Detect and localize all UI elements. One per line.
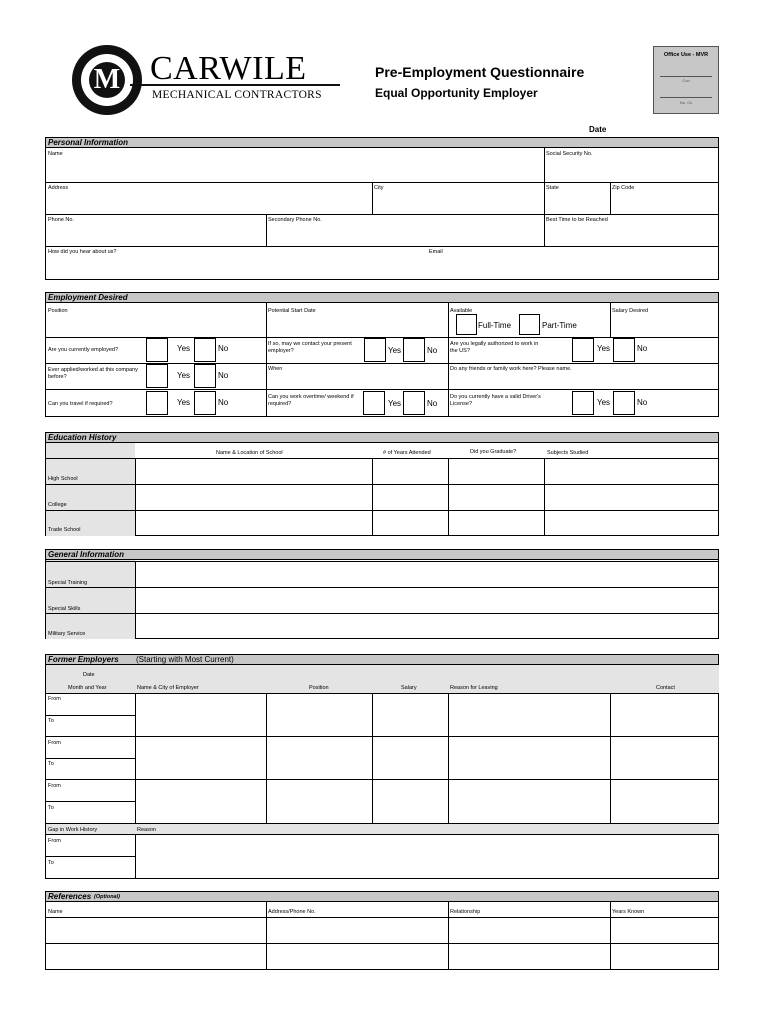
yes-label: Yes — [177, 344, 191, 353]
best-time-field[interactable]: Best Time to be Reached — [546, 217, 608, 223]
no-label: No — [218, 371, 229, 380]
to-label-2: To — [48, 761, 54, 767]
col-reason-header: Reason for Leaving — [450, 685, 498, 691]
email-field[interactable]: Email — [429, 249, 443, 255]
overtime-yes-checkbox[interactable] — [363, 391, 385, 415]
ever-applied-label: Ever applied/worked at this company before? — [48, 367, 138, 380]
from-label-1: From — [48, 696, 61, 702]
hear-about-field[interactable]: How did you hear about us? — [48, 249, 117, 255]
address-field[interactable]: Address — [48, 185, 69, 191]
ever-applied-yes-checkbox[interactable] — [146, 364, 168, 388]
full-time-label: Full-Time — [478, 321, 512, 330]
education-history-section — [45, 432, 719, 536]
section-title: Former Employers — [48, 655, 119, 664]
general-information-section — [45, 549, 719, 639]
form-subtitle: Equal Opportunity Employer — [375, 86, 538, 100]
currently-employed-yes-checkbox[interactable] — [146, 338, 168, 362]
available-label: Available — [450, 308, 473, 314]
yes-label: Yes — [597, 398, 611, 407]
license-label: Do you currently have a valid Driver's License? — [450, 394, 541, 407]
section-title: Personal Information — [48, 138, 129, 147]
gap-to-label: To — [48, 860, 54, 866]
col-salary-header: Salary — [401, 685, 417, 691]
currently-employed-no-checkbox[interactable] — [194, 338, 216, 362]
col-graduate-header: Did you Graduate? — [470, 449, 517, 455]
section-note: (Starting with Most Current) — [136, 655, 234, 664]
no-label: No — [427, 399, 438, 408]
gap-from-label: From — [48, 838, 61, 844]
friends-field[interactable]: Do any friends or family work here? Please name. — [450, 366, 572, 372]
col-school-header: Name & Location of School — [216, 450, 283, 456]
no-label: No — [427, 346, 438, 355]
ref-col-name: Name — [48, 909, 63, 915]
references-section — [45, 891, 719, 970]
date-header: Date — [83, 672, 95, 678]
city-field[interactable]: City — [374, 185, 384, 191]
yes-label: Yes — [388, 346, 402, 355]
ever-applied-no-checkbox[interactable] — [194, 364, 216, 388]
authorized-no-checkbox[interactable] — [613, 338, 635, 362]
logo-letter: M — [93, 64, 121, 95]
section-title: Employment Desired — [48, 293, 128, 302]
currently-employed-label: Are you currently employed? — [48, 347, 119, 353]
col-years-header: # of Years Attended — [383, 450, 431, 456]
col-contact-header: Contact — [656, 685, 675, 691]
row-military-service: Military Service — [48, 631, 86, 637]
full-time-checkbox[interactable] — [456, 314, 477, 335]
row-special-training: Special Training — [48, 580, 88, 586]
state-field[interactable]: State — [546, 185, 559, 191]
ref-col-address: Address/Phone No. — [268, 909, 316, 915]
position-field[interactable]: Position — [48, 308, 68, 314]
travel-no-checkbox[interactable] — [194, 391, 216, 415]
from-label-3: From — [48, 783, 61, 789]
name-field[interactable]: Name — [48, 151, 63, 157]
row-high-school: High School — [48, 476, 78, 482]
authorized-label: Are you legally authorized to work in the US? — [450, 341, 539, 354]
personal-information-section — [45, 137, 719, 280]
to-label-3: To — [48, 805, 54, 811]
no-label: No — [218, 398, 229, 407]
ssn-field[interactable]: Social Security No. — [546, 151, 593, 157]
part-time-label: Part-Time — [542, 321, 577, 330]
section-title: References — [48, 892, 92, 901]
secondary-phone-field[interactable]: Secondary Phone No. — [268, 217, 322, 223]
office-use-line1: Con — [682, 78, 690, 83]
authorized-yes-checkbox[interactable] — [572, 338, 594, 362]
former-employers-section — [45, 654, 719, 879]
yes-label: Yes — [177, 398, 191, 407]
office-use-line2: No. Ck — [679, 100, 693, 105]
office-use-label: Office Use - MVR — [663, 52, 709, 58]
row-college: College — [48, 502, 67, 508]
no-label: No — [218, 344, 229, 353]
yes-label: Yes — [388, 399, 402, 408]
col-employer-header: Name & City of Employer — [137, 685, 199, 691]
col-position-header: Position — [309, 685, 329, 691]
col-subjects-header: Subjects Studied — [547, 450, 589, 456]
from-label-2: From — [48, 740, 61, 746]
form-title: Pre-Employment Questionnaire — [375, 64, 585, 80]
travel-label: Can you travel if required? — [48, 401, 113, 407]
license-no-checkbox[interactable] — [613, 391, 635, 415]
phone-field[interactable]: Phone No. — [48, 217, 74, 223]
contact-employer-no-checkbox[interactable] — [403, 338, 425, 362]
month-year-header: Month and Year — [68, 685, 107, 691]
no-label: No — [637, 398, 648, 407]
contact-employer-label: If so, may we contact your present employer? — [268, 341, 352, 354]
section-title: General Information — [48, 550, 125, 559]
ref-col-relationship: Relationship — [450, 909, 481, 915]
row-trade-school: Trade School — [48, 527, 81, 533]
overtime-label: Can you work overtime/ weekend if required? — [268, 394, 354, 407]
date-label: Date — [589, 125, 607, 134]
no-label: No — [637, 344, 648, 353]
contact-employer-yes-checkbox[interactable] — [364, 338, 386, 362]
to-label-1: To — [48, 718, 54, 724]
travel-yes-checkbox[interactable] — [146, 391, 168, 415]
overtime-no-checkbox[interactable] — [403, 391, 425, 415]
license-yes-checkbox[interactable] — [572, 391, 594, 415]
yes-label: Yes — [597, 344, 611, 353]
start-date-field[interactable]: Potential Start Date — [268, 308, 316, 314]
part-time-checkbox[interactable] — [519, 314, 540, 335]
row-special-skills: Special Skills — [48, 606, 81, 612]
reason-header: Reason — [137, 827, 156, 833]
employment-desired-section — [45, 292, 719, 417]
yes-label: Yes — [177, 371, 191, 380]
logo-name: CARWILE — [150, 50, 307, 87]
salary-desired-field[interactable]: Salary Desired — [612, 308, 649, 314]
zip-field[interactable]: Zip Code — [612, 185, 635, 191]
logo-subtitle: MECHANICAL CONTRACTORS — [152, 89, 322, 101]
when-field[interactable]: When — [268, 366, 283, 372]
section-title: Education History — [48, 433, 117, 442]
ref-col-years: Years Known — [612, 909, 645, 915]
gap-header: Gap in Work History — [48, 827, 98, 833]
optional-note: (Optional) — [94, 894, 120, 900]
office-use-box — [653, 46, 719, 114]
